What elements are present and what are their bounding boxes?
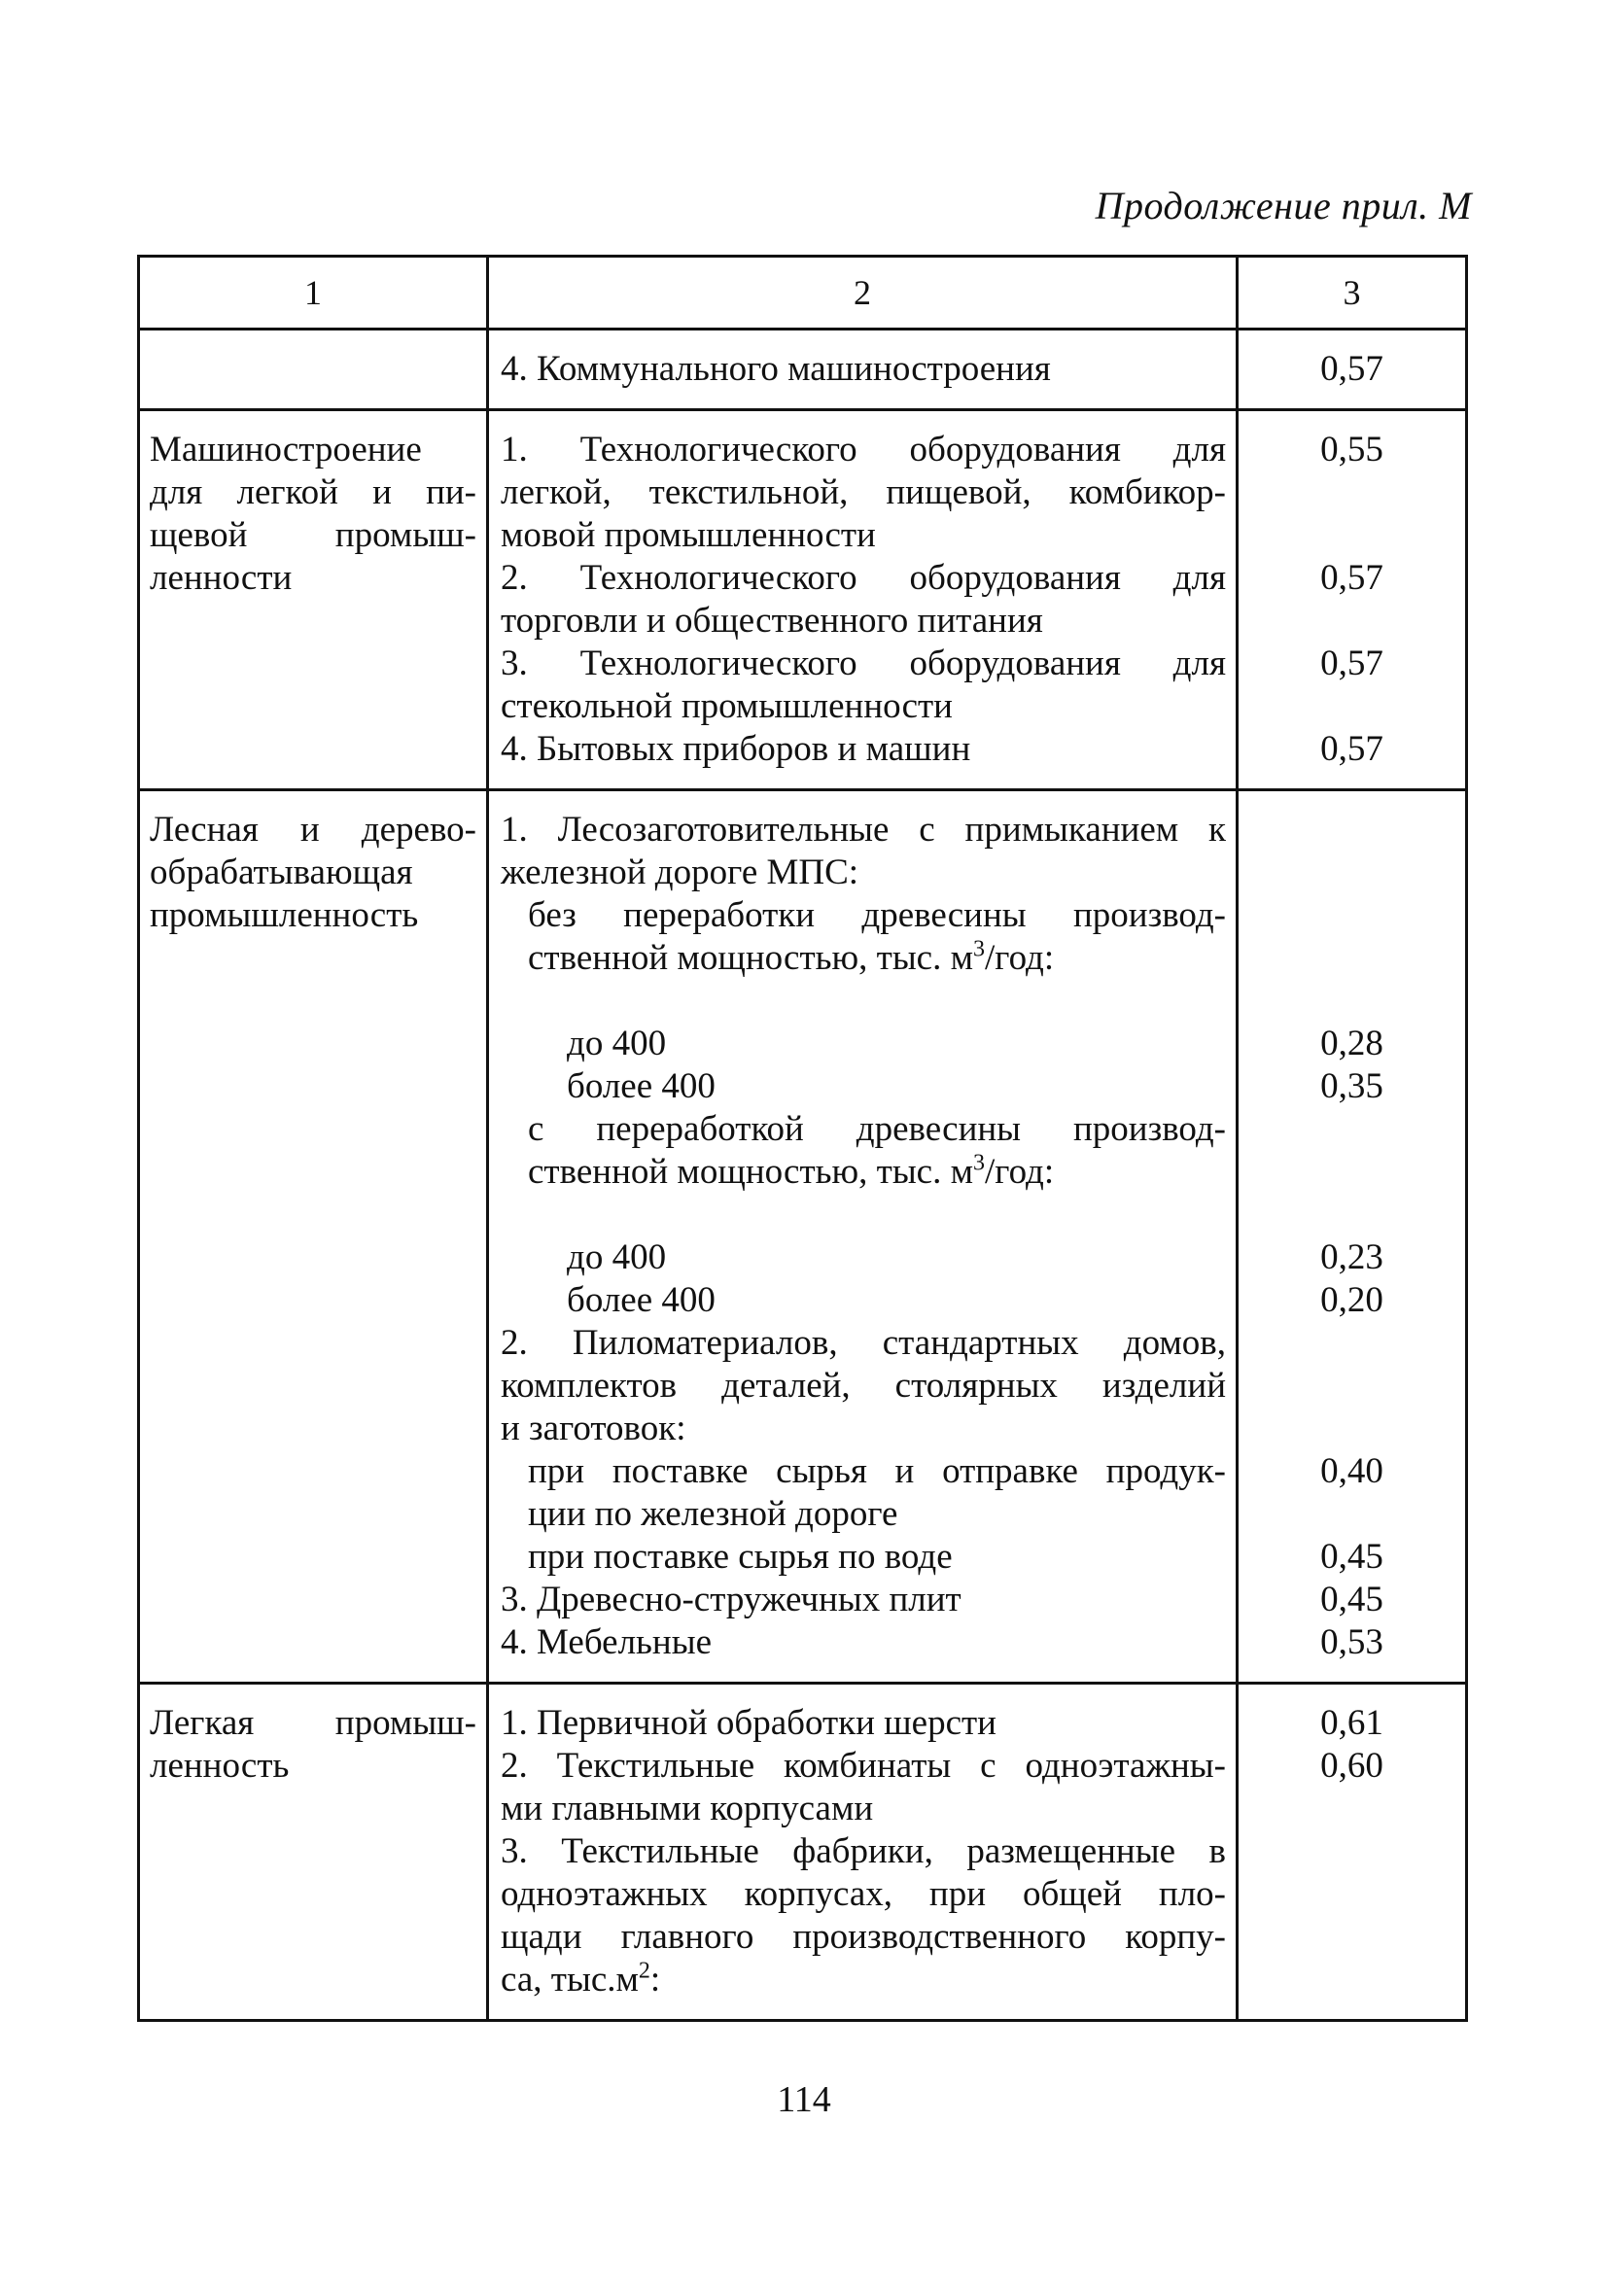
- item-line: [501, 1959, 1226, 2001]
- value-line: [1239, 1916, 1465, 1959]
- item-line: до 400: [567, 1024, 667, 1063]
- item-line: с переработкой древесины производ-: [528, 1109, 1226, 1149]
- item-line: более 400: [567, 1066, 716, 1106]
- area-unit-text: са, тыс.м: [501, 1960, 639, 2000]
- item-line: ми главными корпусами: [501, 1789, 874, 1828]
- value-line: 0,45: [1320, 1580, 1383, 1619]
- table-row: [139, 330, 1467, 410]
- value-line: 0,23: [1320, 1237, 1383, 1277]
- item-line: 4. Мебельные: [501, 1622, 713, 1662]
- item-line: 2. Пиломатериалов, стандартных домов,: [501, 1323, 1226, 1363]
- category-cell: [139, 790, 488, 1684]
- table-row: [139, 790, 1467, 1684]
- category-cell: [139, 410, 488, 790]
- item-line: ции по железной дороге: [528, 1494, 898, 1534]
- category-line: Лесная и дерево-: [150, 810, 476, 850]
- item-line: одноэтажных корпусах, при общей пло-: [501, 1874, 1226, 1914]
- column-header-1: 1: [139, 257, 488, 330]
- category-cell: [139, 330, 488, 410]
- coefficients-table: [137, 255, 1468, 2022]
- category-cell: [139, 1684, 488, 2021]
- item-line: 3. Технологического оборудования для: [501, 644, 1226, 683]
- item-line: мовой промышленности: [501, 515, 876, 555]
- item-line: торговли и общественного питания: [501, 601, 1043, 641]
- item-line: легкой, текстильной, пищевой, комбикор-: [501, 472, 1226, 512]
- item-line: 1. Первичной обработки шерсти: [501, 1703, 996, 1743]
- value-line: [1239, 852, 1465, 894]
- value-line: 0,55: [1320, 430, 1383, 470]
- column-header-2: 2: [488, 257, 1238, 330]
- value-line: 0,57: [1320, 729, 1383, 769]
- unit-suffix: /год:: [985, 938, 1055, 978]
- value-line: 0,20: [1320, 1280, 1383, 1320]
- value-line: 0,57: [1320, 644, 1383, 683]
- value-line: 0,57: [1320, 558, 1383, 598]
- value-line: 0,57: [1320, 349, 1383, 389]
- item-line: [501, 1151, 1226, 1194]
- value-line: [1239, 894, 1465, 937]
- category-line: Машиностроение: [150, 430, 422, 470]
- value-line: [1239, 1493, 1465, 1536]
- unit-superscript: 3: [973, 1150, 986, 1176]
- value-line: 0,45: [1320, 1537, 1383, 1577]
- category-line: для легкой и пи-: [150, 472, 476, 512]
- value-line: [1239, 980, 1465, 1023]
- category-line: ленности: [150, 558, 293, 598]
- item-line: комплектов деталей, столярных изделий: [501, 1366, 1226, 1406]
- value-line: [1239, 685, 1465, 728]
- value-line: [1239, 1151, 1465, 1194]
- value-line: [1239, 809, 1465, 852]
- value-line: 0,40: [1320, 1451, 1383, 1491]
- item-line: 2. Технологического оборудования для: [501, 558, 1226, 598]
- value-line: [1239, 1365, 1465, 1408]
- items-cell: [488, 330, 1238, 410]
- unit-superscript: 3: [973, 936, 986, 962]
- value-line: [1239, 514, 1465, 557]
- item-line: 1. Лесозаготовительные с примыканием к: [501, 810, 1226, 850]
- value-line: [1239, 1788, 1465, 1830]
- item-line: без переработки древесины производ-: [528, 895, 1226, 935]
- items-cell: [488, 1684, 1238, 2021]
- unit-text: ственной мощностью, тыс. м: [528, 1152, 974, 1192]
- item-line: [501, 937, 1226, 980]
- item-line: до 400: [567, 1237, 667, 1277]
- value-line: 0,28: [1320, 1024, 1383, 1063]
- value-line: [1239, 600, 1465, 643]
- category-line: промышленность: [150, 895, 419, 935]
- area-unit-superscript: 2: [638, 1958, 650, 1984]
- value-line: [1239, 1194, 1465, 1236]
- item-line: и заготовок:: [501, 1409, 686, 1448]
- blank-line: [501, 980, 1226, 1023]
- table-continuation-caption: Продолжение прил. М: [1095, 184, 1472, 227]
- unit-text: ственной мощностью, тыс. м: [528, 938, 974, 978]
- unit-suffix: /год:: [985, 1152, 1055, 1192]
- items-cell: [488, 410, 1238, 790]
- column-header-3: 3: [1238, 257, 1467, 330]
- item-line: при поставке сырья и отправке продук-: [528, 1451, 1226, 1491]
- value-line: [1239, 937, 1465, 980]
- value-line: 0,60: [1320, 1746, 1383, 1786]
- item-line: 4. Коммунального машиностроения: [501, 349, 1051, 389]
- table-row: [139, 410, 1467, 790]
- value-line: 0,53: [1320, 1622, 1383, 1662]
- value-line: [1239, 1830, 1465, 1873]
- page-number: 114: [777, 2079, 831, 2120]
- values-cell: [1238, 410, 1467, 790]
- item-line: 2. Текстильные комбинаты с одноэтажны-: [501, 1746, 1226, 1786]
- value-line: [1239, 1959, 1465, 2001]
- values-cell: [1238, 1684, 1467, 2021]
- blank-line: [501, 1194, 1226, 1236]
- values-cell: [1238, 330, 1467, 410]
- item-line: 1. Технологического оборудования для: [501, 430, 1226, 470]
- value-line: [1239, 1408, 1465, 1450]
- category-line: обрабатывающая: [150, 852, 413, 892]
- category-line: щевой промыш-: [150, 515, 476, 555]
- table-row: [139, 1684, 1467, 2021]
- item-line: при поставке сырья по воде: [528, 1537, 953, 1577]
- area-unit-suffix: :: [649, 1960, 661, 2000]
- values-cell: [1238, 790, 1467, 1684]
- value-line: [1239, 1108, 1465, 1151]
- value-line: [1239, 1873, 1465, 1916]
- item-line: железной дороге МПС:: [501, 852, 859, 892]
- item-line: 3. Текстильные фабрики, размещенные в: [501, 1831, 1226, 1871]
- item-line: щади главного производственного корпу-: [501, 1917, 1226, 1957]
- items-cell: [488, 790, 1238, 1684]
- item-line: 4. Бытовых приборов и машин: [501, 729, 971, 769]
- value-line: [1239, 471, 1465, 514]
- category-line: Легкая промыш-: [150, 1703, 476, 1743]
- item-line: 3. Древесно-стружечных плит: [501, 1580, 961, 1619]
- value-line: 0,61: [1320, 1703, 1383, 1743]
- value-line: [1239, 1322, 1465, 1365]
- category-line: ленность: [150, 1746, 290, 1786]
- table-header-row: [139, 257, 1467, 330]
- item-line: более 400: [567, 1280, 716, 1320]
- item-line: стекольной промышленности: [501, 686, 953, 726]
- value-line: 0,35: [1320, 1066, 1383, 1106]
